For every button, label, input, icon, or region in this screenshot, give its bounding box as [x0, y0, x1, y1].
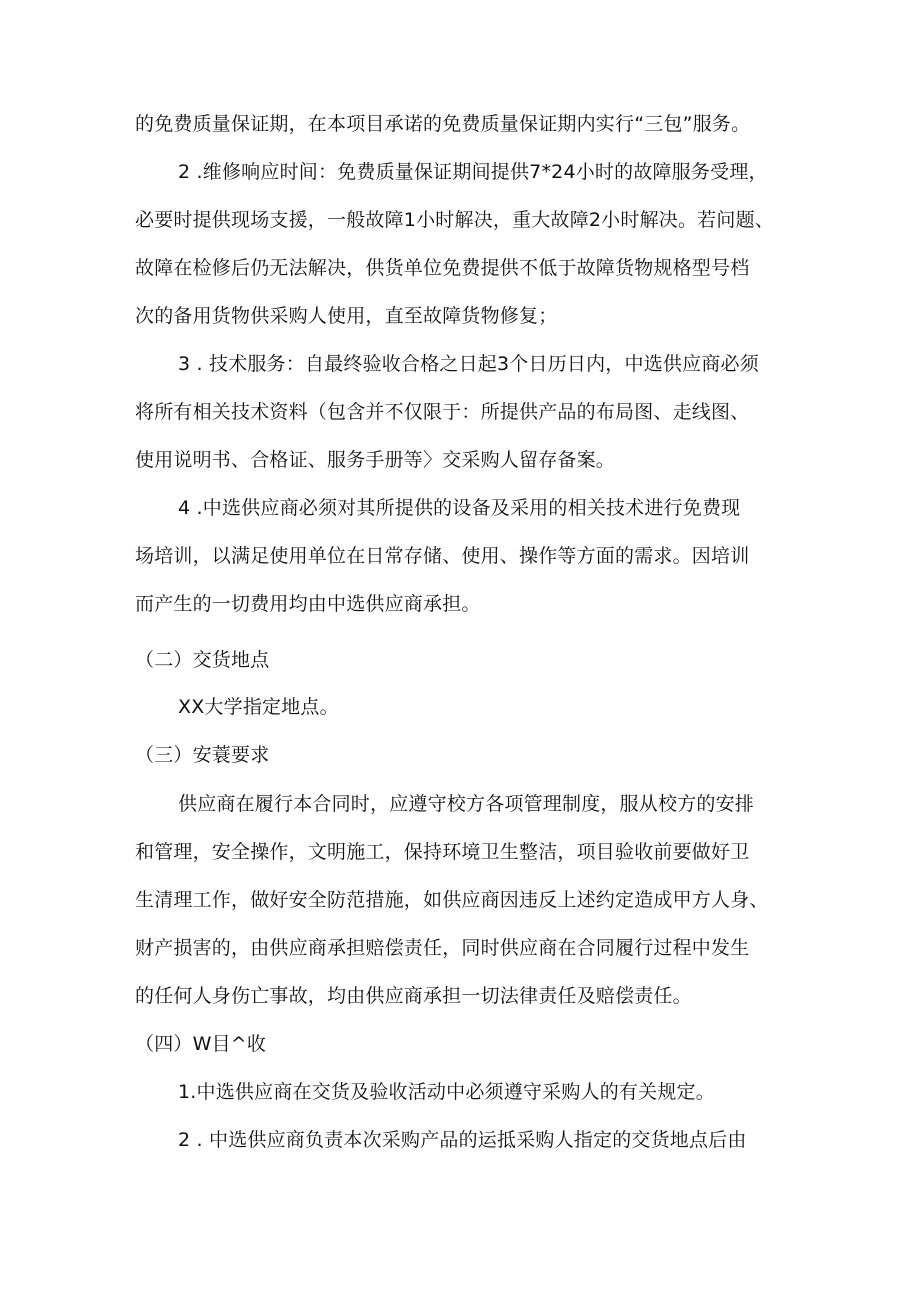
paragraph-line-5: 次的备用货物供采购人使用，直至故障货物修复； — [135, 305, 558, 327]
paragraph-line-8: 使用说明书、合格证、服务手册等〉交采购人留存备案。 — [135, 449, 616, 471]
paragraph-line-11: 而产生的一切费用均由中选供应商承担。 — [135, 593, 481, 615]
paragraph-line-18: 财产损害的，由供应商承担赔偿责任，同时供应商在合同履行过程中发生 — [135, 937, 750, 959]
paragraph-line-22: 2 . 中选供应商负责本次采购产品的运抵采购人指定的交货地点后由 — [178, 1129, 747, 1151]
paragraph-line-3: 必要时提供现场支援，一般故障1小时解决，重大故障2小时解决。若问题、 — [135, 209, 774, 231]
section-heading-installation-requirements: （三）安蓑要求 — [135, 744, 270, 766]
paragraph-line-19: 的任何人身伤亡事故，均由供应商承担一切法律责任及赔偿责任。 — [135, 985, 692, 1007]
paragraph-line-17: 生清理工作，做好安全防范措施，如供应商因违反上述约定造成甲方人身、 — [135, 889, 769, 911]
paragraph-line-21: 1.中选供应商在交货及验收活动中必须遵守采购人的有关规定。 — [178, 1081, 715, 1103]
paragraph-line-7: 将所有相关技术资料（包含并不仅限于：所提供产品的布局图、走线图、 — [135, 401, 750, 423]
paragraph-line-10: 场培训，以满足使用单位在日常存储、使用、操作等方面的需求。因培训 — [135, 545, 750, 567]
section-heading-acceptance: （四）W目^收 — [135, 1033, 267, 1055]
paragraph-line-9: 4 .中选供应商必须对其所提供的设备及采用的相关技术进行免费现 — [178, 497, 741, 519]
paragraph-line-4: 故障在检修后仍无法解决，供货单位免费提供不低于故障货物规格型号档 — [135, 257, 750, 279]
section-heading-delivery-location: （二）交货地点 — [135, 649, 270, 671]
paragraph-line-16: 和管理，安全操作，文明施工，保持环境卫生整洁，项目验收前要做好卫 — [135, 841, 750, 863]
paragraph-line-15: 供应商在履行本合同时，应遵守校方各项管理制度，服从校方的安排 — [178, 793, 755, 815]
paragraph-line-13: XX大学指定地点。 — [178, 696, 339, 718]
paragraph-line-6: 3 . 技术服务：自最终验收合格之日起3个日历日内，中选供应商必须 — [178, 353, 759, 375]
paragraph-line-1: 的免费质量保证期，在本项目承诺的免费质量保证期内实行“三包”服务。 — [135, 113, 751, 135]
paragraph-line-2: 2 .维修响应时间：免费质量保证期间提供7*24小时的故障服务受理， — [178, 161, 768, 183]
